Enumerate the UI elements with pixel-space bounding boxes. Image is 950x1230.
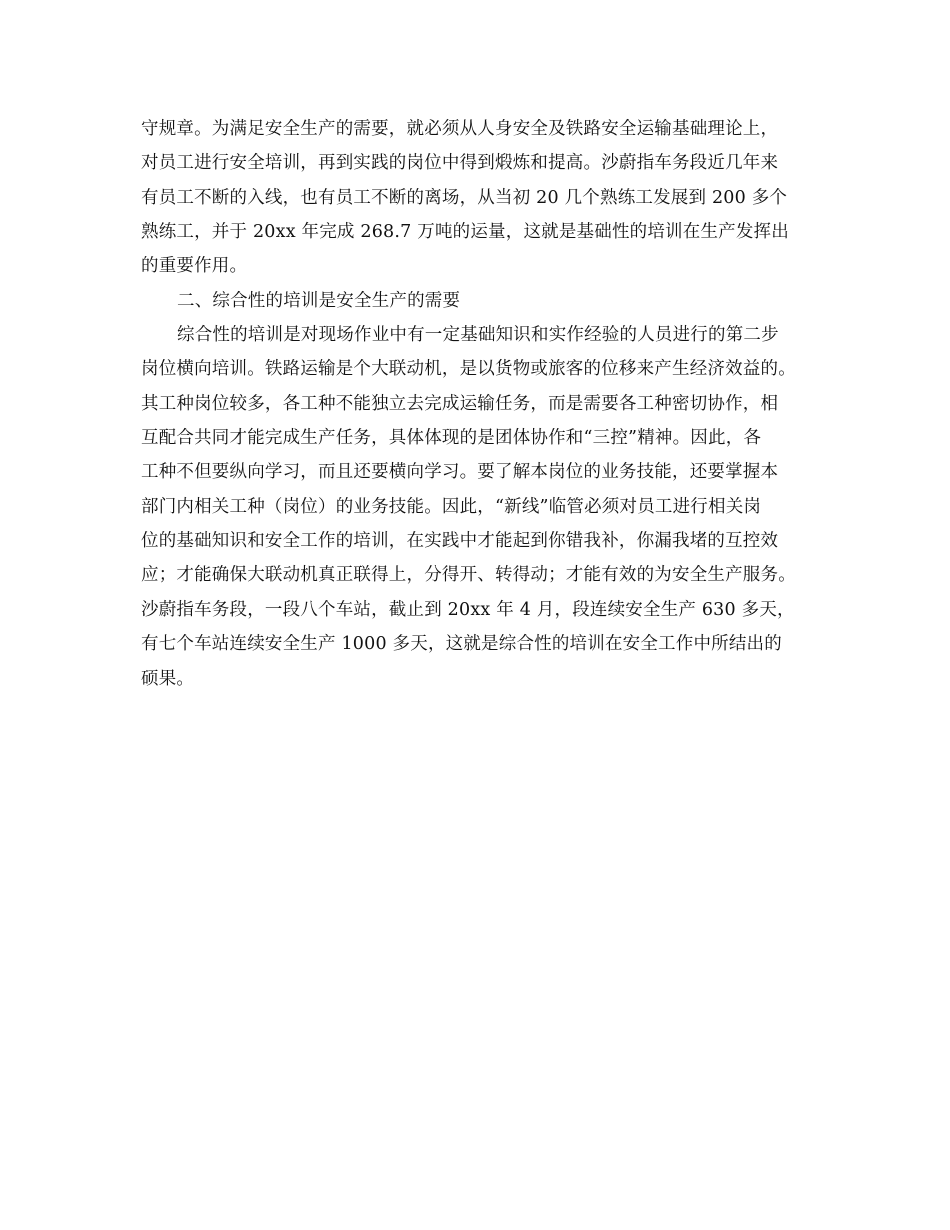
text-line: 守规章。为满足安全生产的需要，就必须从人身安全及铁路安全运输基础理论上，	[141, 119, 779, 139]
paragraph-comprehensive-training	[141, 318, 831, 696]
text-line: 位的基础知识和安全工作的培训，在实践中才能起到你错我补，你漏我堵的互控效	[141, 531, 779, 552]
text-line: 互配合共同才能完成生产任务，具体体现的是团体协作和“三控”精神。因此，各	[141, 428, 762, 449]
text-line: 有员工不断的入线，也有员工不断的离场，从当初 20 几个熟练工发展到 200 多个	[141, 187, 788, 208]
text-line: 综合性的培训是对现场作业中有一定基础知识和实作经验的人员进行的第二步	[177, 325, 779, 346]
text-line: 工种不但要纵向学习，而且还要横向学习。要了解本岗位的业务技能，还要掌握本	[141, 462, 779, 483]
text-line: 对员工进行安全培训，再到实践的岗位中得到煅炼和提高。沙蔚指车务段近几年来	[141, 153, 779, 174]
text-line: 应；才能确保大联动机真正联得上，分得开、转得动；才能有效的为安全生产服务。	[141, 565, 796, 586]
text-line: 沙蔚指车务段，一段八个车站，截止到 20xx 年 4 月，段连续安全生产 630 多天，	[141, 599, 795, 620]
text-line: 硕果。	[141, 668, 195, 689]
text-line: 其工种岗位较多，各工种不能独立去完成运输任务，而是需要各工种密切协作，相	[141, 393, 779, 414]
paragraph-basic-training	[141, 112, 831, 284]
section-heading: 二、综合性的培训是安全生产的需要	[177, 290, 461, 311]
document-body	[141, 112, 831, 696]
text-line: 有七个车站连续安全生产 1000 多天，这就是综合性的培训在安全工作中所结出的	[141, 634, 782, 655]
text-line: 熟练工，并于 20xx 年完成 268.7 万吨的运量，这就是基础性的培训在生产发挥出	[141, 222, 789, 243]
text-line: 部门内相关工种（岗位）的业务技能。因此，“新线”临管必须对员工进行相关岗	[141, 496, 762, 517]
text-line: 岗位横向培训。铁路运输是个大联动机，是以货物或旅客的位移来产生经济效益的。	[141, 359, 796, 380]
text-line: 的重要作用。	[141, 256, 248, 277]
